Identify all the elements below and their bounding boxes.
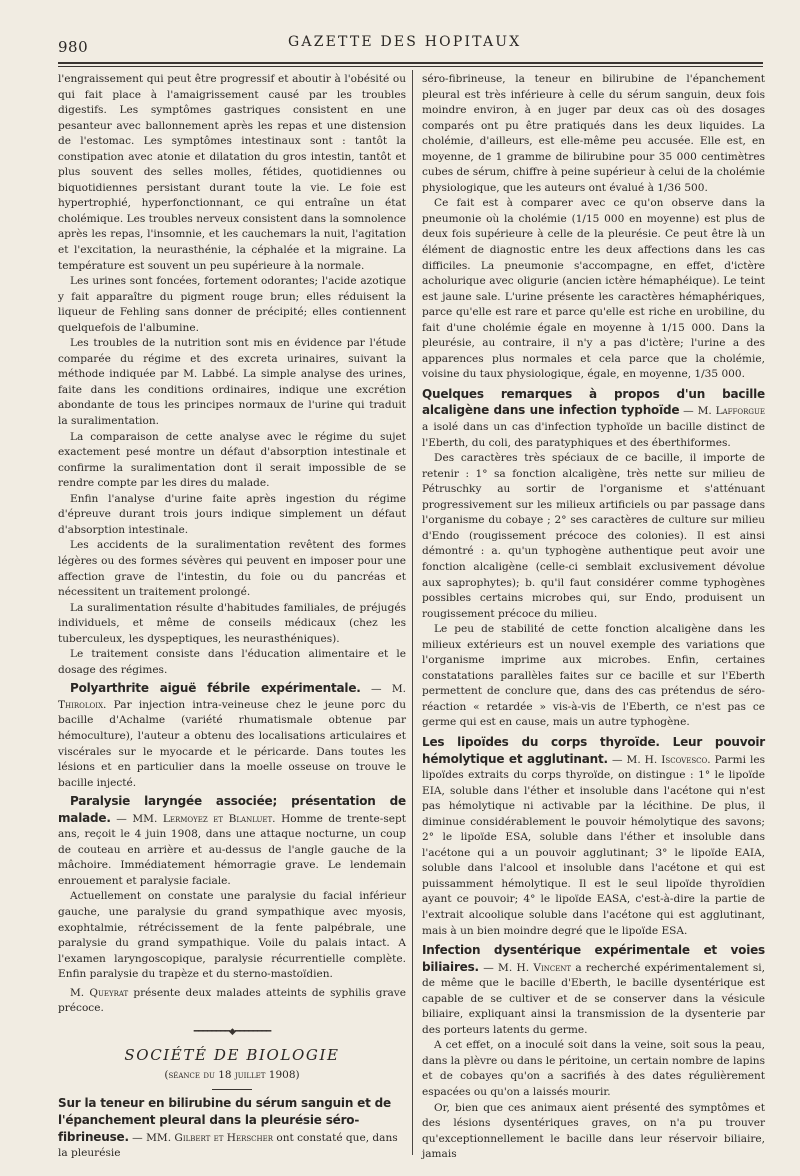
author-name: M. H. Iscovesco. (626, 753, 711, 766)
page-number: 980 (58, 38, 89, 56)
running-title: GAZETTE DES HOPITAUX (288, 34, 522, 50)
column-divider (412, 70, 413, 1155)
page-header (58, 32, 763, 64)
author-name: MM. Gilbert et Herscher (146, 1131, 274, 1144)
paragraph: A cet effet, on a inoculé soit dans la veine, soit sous la peau, dans la plèvre ou dans le péritoine, un certain nombre de lapins et de cobayes qu'on a sacrifiés à des dates régulièrement espacées ou qu'on a laissés mourir. (422, 1039, 765, 1098)
paragraph: séro-fibrineuse, la teneur en bilirubine de l'épanchement pleural est très inférieure à celle du sérum sanguin, deux fois moindre environ, à en juger par deux cas où des dosages comparés ont pu être pratiqués dans les deux liquides. La cholémie, d'ailleurs, est elle-même peu accusée. Elle est, en moyenne, de 1 gramme de bilirubine pour 35 000 centimètres cubes de sérum, chiffre à peine supérieur à celui de la cholémie physiologique, que les auteurs ont évalué à 1/36 500. (422, 73, 765, 194)
ornament-divider: ━━━━━━━━◆━━━━━━━━ (193, 1026, 271, 1037)
section-bilirubine: Sur la teneur en bilirubine du sérum sanguin et de l'épanchement pleural dans la pleurésie séro-fibrineuse. — MM. Gilbert et Herscher ont constaté que, dans la pleurésie (58, 1096, 398, 1160)
paragraph: Des caractères très spéciaux de ce bacille, il importe de retenir : 1° sa fonction alcaligène, très nette sur milieu de Pétruschky au sortir de l'organisme et s'atténuant progressivement sur les milieux artificiels ou par passage dans l'organisme du cobaye ; 2° ses caractères de culture sur milieu d'Endo (rougissement précoce des colonies). Il est ainsi démontré : a. qu'un typhogène authentique peut avoir une fonction alcaligène (celle-ci semblait exclusivement dévolue aux saprophytes); b. qu'il faut considérer comme typhogènes possibles certains microbes qui, sur Endo, produisent un rougissement précoce du milieu. (422, 452, 765, 620)
author-name: M. H. Vincent (498, 961, 572, 974)
section-heading: Paralysie laryngée associée; présentation de malade. (58, 794, 406, 825)
section-heading: Quelques remarques à propos d'un bacille alcaligène dans une infection typhoïde (422, 386, 765, 418)
section-heading: Les lipoïdes du corps thyroïde. Leur pouvoir hémolytique et agglutinant. (422, 734, 765, 766)
section-heading: Polyarthrite aiguë fébrile expérimentale. (70, 681, 361, 696)
header-rule-thin (58, 66, 763, 67)
paragraph: La suralimentation résulte d'habitudes familiales, de préjugés individuels, et même de conseils médicaux (chez les tuberculeux, les dyspeptiques, les neurasthéniques). (58, 601, 406, 645)
paragraph: Les troubles de la nutrition sont mis en évidence par l'étude comparée du régime et des excreta urinaires, suivant la méthode indiquée par M. Labbé. La simple analyse des urines, faite dans les conditions ordinaires, indique une excrétion abondante de tous les principes normaux de l'urine qui traduit la suralimentation. (58, 337, 406, 428)
section-paralysie: Paralysie laryngée associée; présentation de malade. — MM. Lermoyez et Blanluet. Homme de trente-sept ans, reçoit le 4 juin 1908, dans une attaque nocturne, un coup de couteau en arrière et au-dessus de l'angle gauche de la mâchoire. Immédiatement hémorragie grave. Le lendemain enrouement et paralysie faciale. (58, 794, 406, 887)
section-text: a recherché expérimentalement si, de même que le bacille d'Eberth, le bacille dysentérique est capable de se cultiver et de se conserver dans la vésicule biliaire, expliquant ainsi la transmission de la dysenterie par des porteurs latents du germe. (422, 961, 765, 1036)
section-heading: Infection dysentérique expérimentale et voies biliaires. (422, 943, 765, 974)
author-name: M. Queyrat (70, 986, 129, 999)
section-text: Homme de trente-sept ans, reçoit le 4 juin 1908, dans une attaque nocturne, un coup de couteau en arrière et au-dessus de l'angle gauche de la mâchoire. Immédiatement hémorragie grave. Le lendemain enrouement et paralysie faciale. (58, 812, 406, 887)
section-polyarthrite: Polyarthrite aiguë fébrile expérimentale. — M. Thiroloix. Par injection intra-veineuse chez le jeune porc du bacille d'Achalme (variété rhumatismale obtenue par hémoculture), l'auteur a obtenu des localisations articulaires et viscérales sur le myocarde et le péricarde. Dans toutes les lésions et en particulier dans la moelle osseuse on trouve le bacille injecté. (58, 681, 407, 789)
left-column (58, 72, 406, 1162)
session-date: (séance du 18 juillet 1908) (164, 1068, 300, 1081)
section-heading: Sur la teneur en bilirubine du sérum sanguin et de l'épanchement pleural dans la pleurésie séro-fibrineuse. (58, 1096, 391, 1144)
section-bacille-alcaligene: Quelques remarques à propos d'un bacille alcaligène dans une infection typhoïde — M. Lafforgue a isolé dans un cas d'infection typhoïde un bacille distinct de l'Eberth, du coli, des paratyphiques et des éberthiformes. (422, 386, 765, 449)
paragraph: La comparaison de cette analyse avec le régime du sujet exactement pesé montre un défaut d'absorption intestinale et confirme la suralimentation dont il serait impossible de se rendre compte par les dires du malade. (58, 430, 406, 490)
section-text: a isolé dans un cas d'infection typhoïde un bacille distinct de l'Eberth, du coli, des paratyphiques et des éberthiformes. (422, 421, 765, 449)
section-text: Parmi les lipoïdes extraits du corps thyroïde, on distingue : 1° le lipoïde EIA, soluble dans l'éther et insoluble dans l'acétone qui n'est pas hémolytique ni activable par la lécithine. De plus, il diminue considérablement le pouvoir hémolytique des savons; 2° le lipoïde ESA, soluble dans l'éther et insoluble dans l'acétone qui a un pouvoir agglutinant; 3° le lipoïde EAIA, soluble dans l'alcool et insoluble dans l'acétone et qui est puissamment hémolytique. Il est le seul lipoïde thyroïdien ayant ce pouvoir; 4° le lipoïde EASA, c'est-à-dire la partie de l'extrait alcoolique soluble dans l'acétone qui est agglutinant, mais à un bien moindre degré que le lipoïde ESA. (422, 753, 765, 937)
paragraph: Enfin l'analyse d'urine faite après ingestion du régime d'épreuve durant trois jours indique simplement un défaut d'absorption intestinale. (58, 492, 406, 536)
short-rule (212, 1089, 252, 1090)
paragraph: Le peu de stabilité de cette fonction alcaligène dans les milieux extérieurs est un nouvel exemple des variations que l'organisme imprime aux microbes. Enfin, certaines constatations parallèles faites sur ce bacille et sur l'Eberth permettent de conclure que, dans des cas prétendus de séro-réaction « retardée » vis-à-vis de l'Eberth, ce n'est pas ce germe qui est en cause, mais un autre typhogène. (422, 623, 765, 729)
paragraph: l'engraissement qui peut être progressif et aboutir à l'obésité ou qui fait place à l'amaigrissement causé par les troubles digestifs. Les symptômes gastriques consistent en une pesanteur avec ballonnement après les repas et une distension de l'estomac. Les symptômes intestinaux sont : tantôt la constipation avec atonie et dilatation du gros intestin, tantôt et plus souvent des selles molles, fétides, quotidiennes ou biquotidiennes persistant durant toute la vie. Le foie est hypertrophié, hyperfonctionnant, ce qui entraîne un état cholémique. Les troubles nerveux consistent dans la somnolence après les repas, l'insomnie, et les cauchemars la nuit, l'agitation et l'excitation, la neurasthénie, la céphalée et la migraine. La température est souvent un peu supérieure à la normale. (58, 73, 406, 272)
section-text: Par injection intra-veineuse chez le jeune porc du bacille d'Achalme (variété rhumatismale obtenue par hémoculture), l'auteur a obtenu des localisations articulaires et viscérales sur le myocarde et le péricarde. Dans toutes les lésions et en particulier dans la moelle osseuse on trouve le bacille injecté. (58, 698, 407, 789)
paragraph: Ce fait est à comparer avec ce qu'on observe dans la pneumonie où la cholémie (1/15 000 en moyenne) est plus de deux fois supérieure à celle de la pleurésie. Ce peut être là un élément de diagnostic entre les deux affections dans les cas difficiles. La pneumonie s'accompagne, en effet, d'ictère acholurique avec oligurie (ancien ictère hémaphéique). Le teint est jaune sale. L'urine présente les caractères hémaphériques, parce qu'elle est rare et parce qu'elle est riche en urobiline, du fait d'une cholémie égale en moyenne à 1/15 000. Dans la pleurésie, au contraire, il n'y a pas d'ictère; l'urine a des apparences plus normales et cela parce que la cholémie, voisine du taux physiologique, égale, en moyenne, 1/35 000. (422, 197, 765, 381)
section-lipoides: Les lipoïdes du corps thyroïde. Leur pouvoir hémolytique et agglutinant. — M. H. Iscovesco. Parmi les lipoïdes extraits du corps thyroïde, on distingue : 1° le lipoïde EIA, soluble dans l'éther et insoluble dans l'acétone qui n'est pas hémolytique ni activable par la lécithine. De plus, il diminue considérablement le pouvoir hémolytique des savons; 2° le lipoïde ESA, soluble dans l'éther et insoluble dans l'acétone qui a un pouvoir agglutinant; 3° le lipoïde EAIA, soluble dans l'alcool et insoluble dans l'acétone et qui est puissamment hémolytique. Il est le seul lipoïde thyroïdien ayant ce pouvoir; 4° le lipoïde EASA, c'est-à-dire la partie de l'extrait alcoolique soluble dans l'acétone qui est agglutinant, mais à un bien moindre degré que le lipoïde ESA. (422, 734, 765, 937)
section-text: ont constaté que, dans la pleurésie (58, 1131, 398, 1160)
paragraph: Or, bien que ces animaux aient présenté des symptômes et des lésions dysentériques graves, on n'a pu trouver qu'exceptionnellement le bacille dans leur réservoir biliaire, jamais (422, 1101, 765, 1161)
society-title: SOCIÉTÉ DE BIOLOGIE (124, 1046, 340, 1065)
section-text: présente deux malades atteints de syphilis grave précoce. (58, 986, 406, 1015)
paragraph: Actuellement on constate une paralysie du facial inférieur gauche, une paralysie du grand sympathique avec myosis, exophtalmie, rétrécissement de la fente palpébrale, une paralysie du grand sympathique. Voile du palais intact. A l'examen laryngoscopique, paralysie récurrentielle complète. Enfin paralysie du trapèze et du sterno-mastoïdien. (58, 890, 406, 981)
section-queyrat (58, 986, 406, 1017)
author-name: M. Lafforgue (697, 405, 765, 418)
section-infection-dysenterique: Infection dysentérique expérimentale et voies biliaires. — M. H. Vincent a recherché expérimentalement si, de même que le bacille d'Eberth, le bacille dysentérique est capable de se cultiver et de se conserver dans la vésicule biliaire, expliquant ainsi la transmission de la dysenterie par des porteurs latents du germe. (422, 943, 765, 1036)
right-column (422, 72, 765, 1163)
header-rule-thick (58, 62, 763, 64)
author-name: M. Thiroloix. (58, 683, 406, 711)
author-name: MM. Lermoyez et Blanluet. (132, 812, 276, 825)
paragraph: Les urines sont foncées, fortement odorantes; l'acide azotique y fait apparaître du pigment rouge brun; elles réduisent la liqueur de Fehling sans donner de précipité; elles contiennent quelquefois de l'albumine. (58, 275, 406, 334)
paragraph: Le traitement consiste dans l'éducation alimentaire et le dosage des régimes. (58, 648, 406, 676)
paragraph: Les accidents de la suralimentation revêtent des formes légères ou des formes sévères qui peuvent en imposer pour une affection grave de l'intestin, du foie ou du pancréas et nécessitent un traitement prolongé. (58, 539, 406, 599)
